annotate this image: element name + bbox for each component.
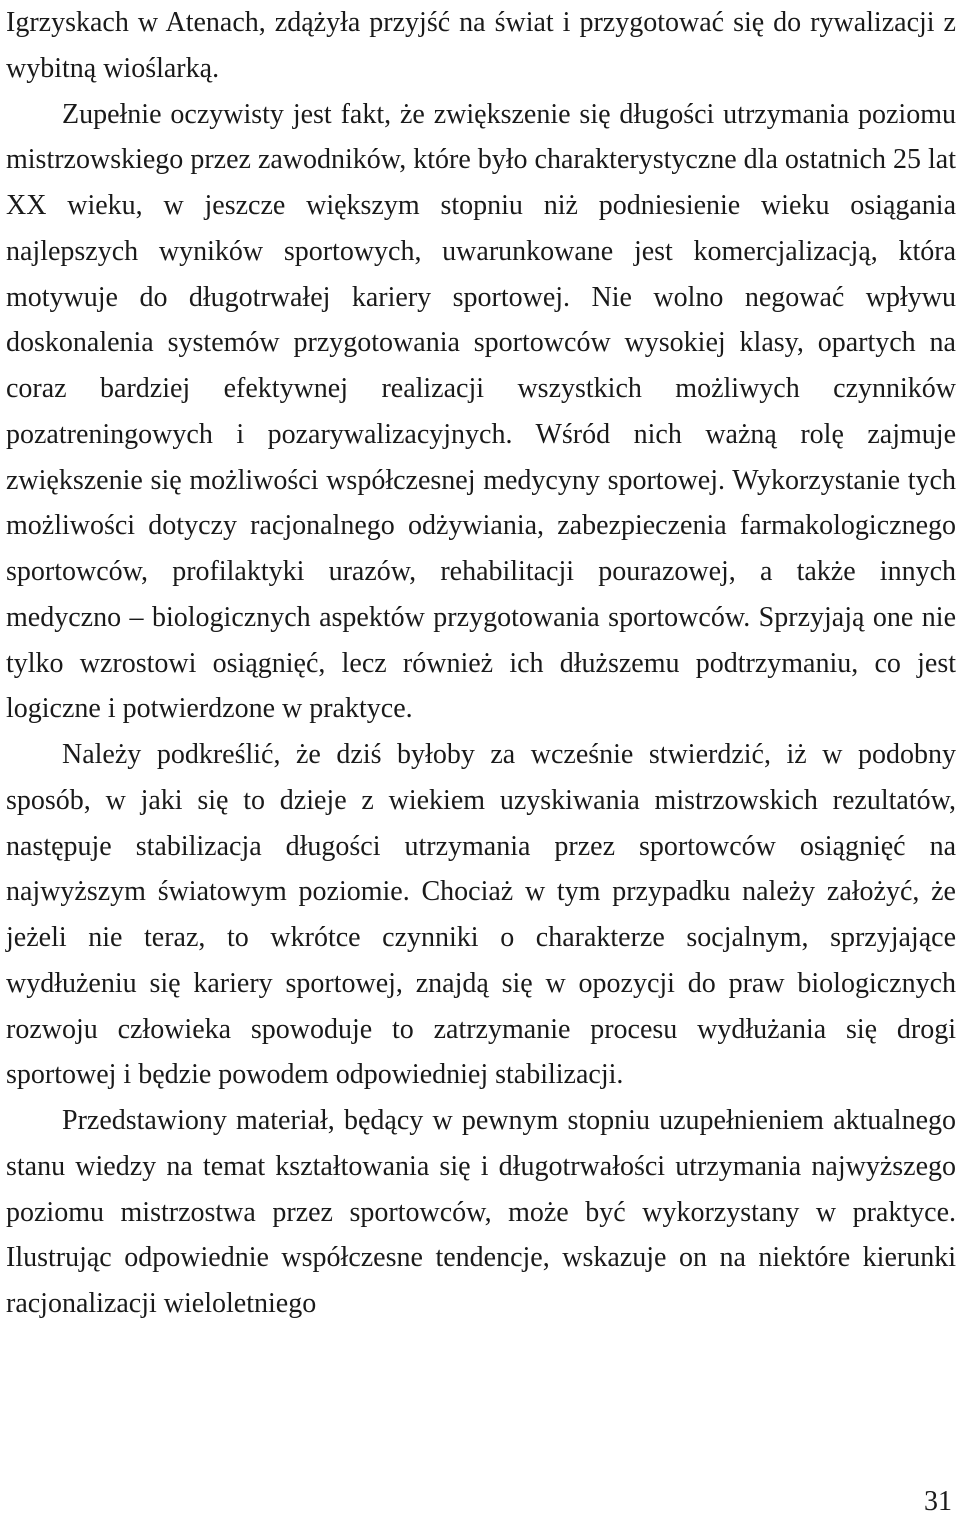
paragraph-continuation: Igrzyskach w Atenach, zdążyła przyjść na świat i przygotować się do rywalizacji z wybitną wioślarką. — [6, 7, 956, 84]
paragraph: Przedstawiony materiał, będący w pewnym stopniu uzupełnieniem aktualnego stanu wiedzy na temat kształtowania się i długotrwałości utrzymania najwyższego poziomu mistrzostwa przez sportowców, może być wykorzystany w praktyce. Ilustrując odpowiednie współczesne tendencje, wskazuje on na niektóre kierunki racjonalizacji wieloletniego — [6, 1105, 956, 1319]
paragraph: Zupełnie oczywisty jest fakt, że zwiększenie się długości utrzymania poziomu mistrzowskiego przez zawodników, które było charakterystyczne dla ostatnich 25 lat XX wieku, w jeszcze większym stopniu niż podniesienie wieku osiągania najlepszych wyników sportowych, uwarunkowane jest komercjalizacją, która motywuje do długotrwałej kariery sportowej. Nie wolno negować wpływu doskonalenia systemów przygotowania sportowców wysokiej klasy, opartych na coraz bardziej efektywnej realizacji wszystkich możliwych czynników pozatreningowych i pozarywalizacyjnych. Wśród nich ważną rolę zajmuje zwiększenie się możliwości współczesnej medycyny sportowej. Wykorzystanie tych możliwości dotyczy racjonalnego odżywiania, zabezpieczenia farmakologicznego sportowców, profilaktyki urazów, rehabilitacji pourazowej, a także innych medyczno – biologicznych aspektów przygotowania sportowców. Sprzyjają one nie tylko wzrostowi osiągnięć, lecz również ich dłuższemu podtrzymaniu, co jest logiczne i potwierdzone w praktyce. — [6, 98, 956, 725]
paragraph: Należy podkreślić, że dziś byłoby za wcześnie stwierdzić, iż w podobny sposób, w jaki się to dzieje z wiekiem uzyskiwania mistrzowskich rezultatów, następuje stabilizacja długości utrzymania przez sportowców osiągnięć na najwyższym światowym poziomie. Chociaż w tym przypadku należy założyć, że jeżeli nie teraz, to wkrótce czynniki o charakterze socjalnym, sprzyjające wydłużeniu się kariery sportowej, znajdą się w opozycji do praw biologicznych rozwoju człowieka spowoduje to zatrzymanie procesu wydłużania się drogi sportowej i będzie powodem odpowiedniej stabilizacji. — [6, 739, 956, 1091]
document-page — [6, 0, 956, 1327]
page-number: 31 — [924, 1486, 952, 1517]
